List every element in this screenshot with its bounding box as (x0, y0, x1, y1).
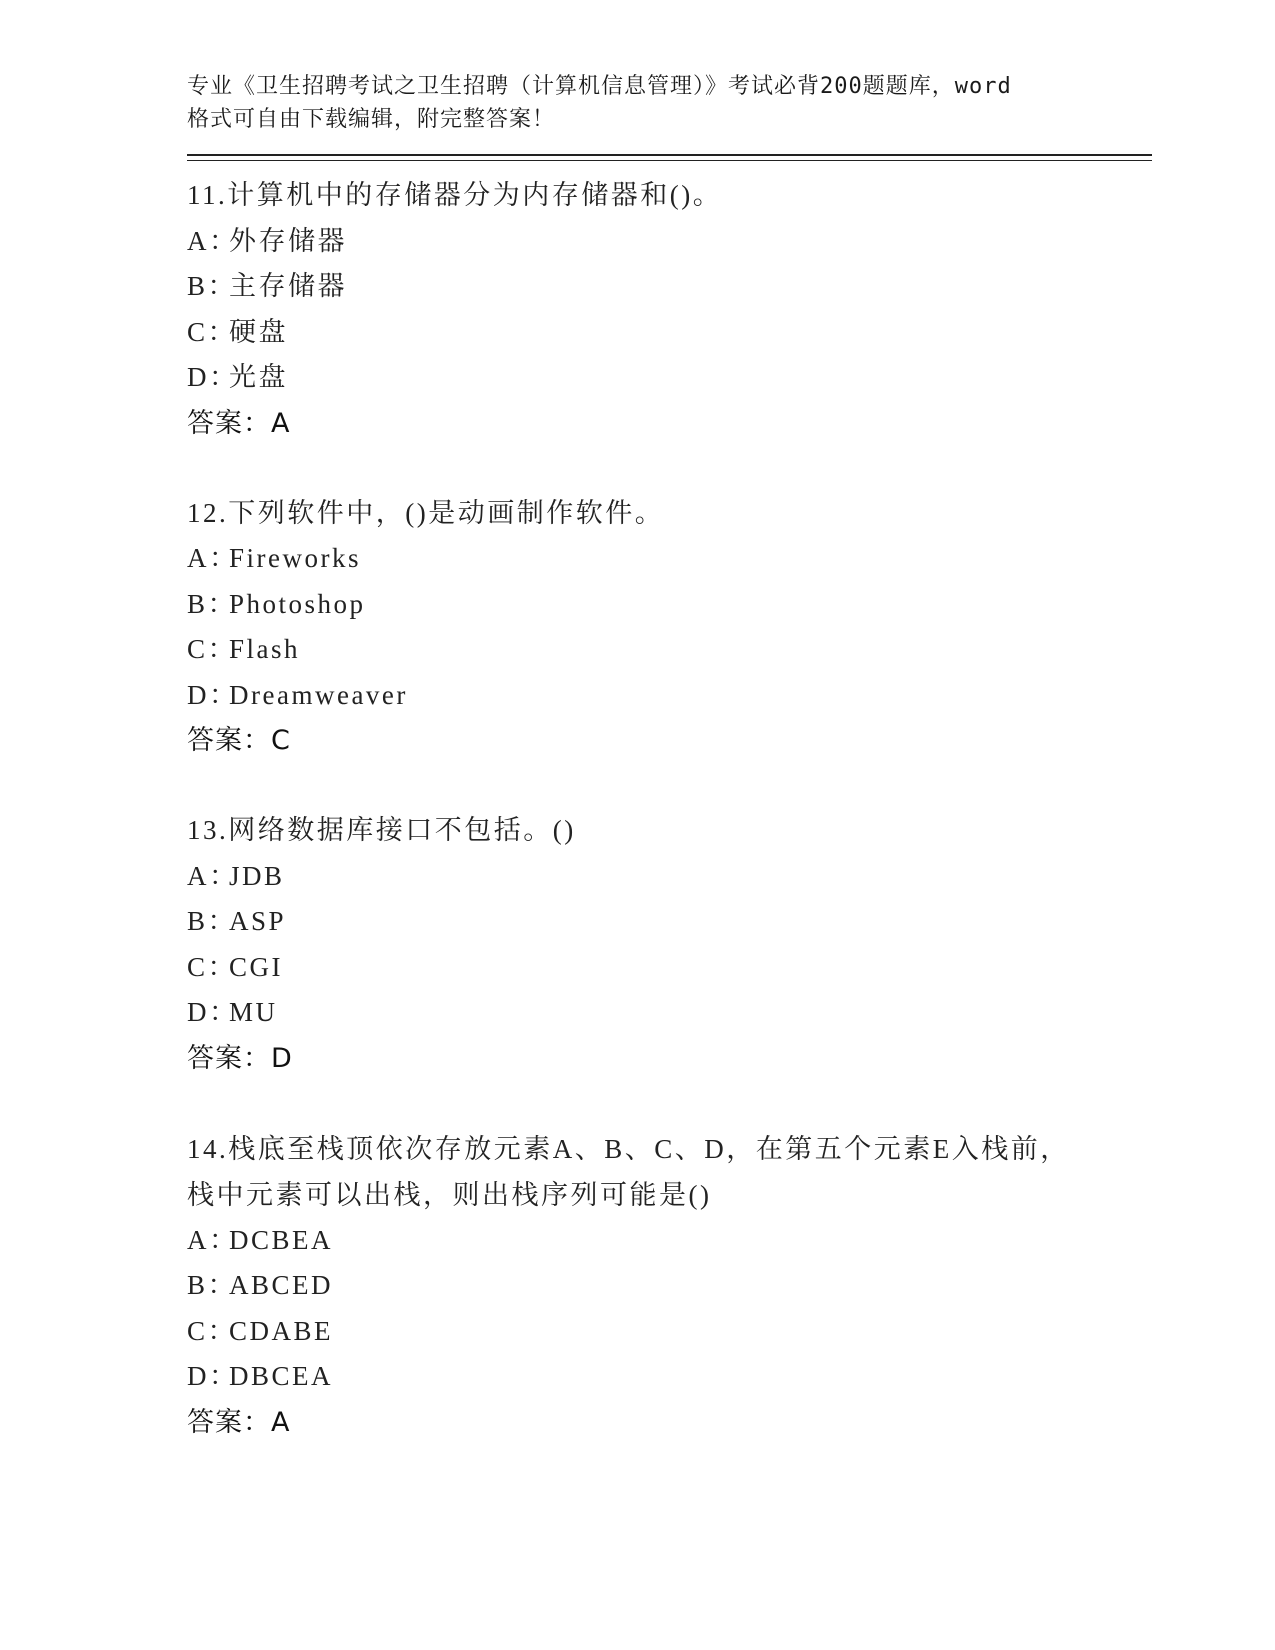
option-a (187, 536, 1152, 582)
option-text: 光盘 (229, 362, 288, 392)
option-text: Flash (229, 634, 301, 664)
option-letter: D： (187, 1361, 239, 1391)
question-text: 11.计算机中的存储器分为内存储器和()。 (187, 180, 723, 210)
option-text: 外存储器 (229, 225, 347, 256)
question-13 (187, 808, 1152, 1081)
option-letter: D： (187, 997, 239, 1027)
option-text: 硬盘 (229, 316, 288, 347)
option-text: DBCEA (229, 1361, 334, 1391)
option-letter: B： (187, 271, 238, 301)
option-text: DCBEA (229, 1224, 334, 1255)
option-text: JDB (229, 860, 285, 891)
option-letter: A： (187, 1224, 239, 1255)
answer-line: 答案：C (187, 725, 291, 756)
answer-line: 答案：A (187, 1406, 291, 1438)
option-text: 主存储器 (229, 271, 347, 301)
option-c (187, 1309, 1152, 1355)
option-text: ABCED (229, 1270, 334, 1300)
option-b (187, 899, 1152, 945)
option-letter: A： (187, 225, 239, 256)
option-letter: B： (187, 588, 238, 619)
option-b (187, 1263, 1152, 1309)
option-letter: B： (187, 1270, 238, 1300)
document-header (187, 70, 1087, 136)
option-text: CGI (229, 951, 283, 982)
option-text: CDABE (229, 1315, 334, 1346)
option-letter: C： (187, 951, 238, 982)
option-letter: C： (187, 1315, 238, 1346)
question-text: 13.网络数据库接口不包括。() (187, 815, 576, 845)
header-line-1: 专业《卫生招聘考试之卫生招聘（计算机信息管理）》考试必背200题题库，word (187, 74, 1012, 99)
document-page (187, 70, 1152, 1490)
option-letter: A： (187, 860, 239, 891)
option-text: Fireworks (229, 543, 361, 573)
option-letter: D： (187, 362, 239, 392)
answer-line: 答案：A (187, 407, 291, 439)
option-d (187, 355, 1152, 401)
option-letter: D： (187, 679, 239, 710)
option-letter: A： (187, 543, 239, 573)
option-letter: B： (187, 906, 238, 936)
option-a (187, 1218, 1152, 1264)
header-line-2: 格式可自由下载编辑，附完整答案！ (187, 107, 556, 132)
answer-line: 答案：D (187, 1042, 293, 1074)
option-c (187, 310, 1152, 356)
option-text: Photoshop (229, 588, 366, 619)
option-a (187, 854, 1152, 900)
option-letter: C： (187, 634, 238, 664)
option-b (187, 582, 1152, 628)
option-letter: C： (187, 316, 238, 347)
header-divider (187, 154, 1152, 161)
question-12 (187, 491, 1152, 764)
question-14 (187, 1126, 1152, 1445)
question-list (187, 173, 1152, 1445)
question-text: 12.下列软件中，()是动画制作软件。 (187, 497, 665, 528)
option-a (187, 219, 1152, 265)
option-b (187, 264, 1152, 310)
option-c (187, 627, 1152, 673)
option-d (187, 1354, 1152, 1400)
question-text: 14.栈底至栈顶依次存放元素A、B、C、D，在第五个元素E入栈前，栈中元素可以出栈，则出栈序列可能是() (187, 1133, 1070, 1210)
option-text: ASP (229, 906, 287, 936)
option-d (187, 990, 1152, 1036)
option-d (187, 673, 1152, 719)
option-text: Dreamweaver (229, 679, 408, 710)
question-11 (187, 173, 1152, 446)
option-text: MU (229, 997, 278, 1027)
option-c (187, 945, 1152, 991)
